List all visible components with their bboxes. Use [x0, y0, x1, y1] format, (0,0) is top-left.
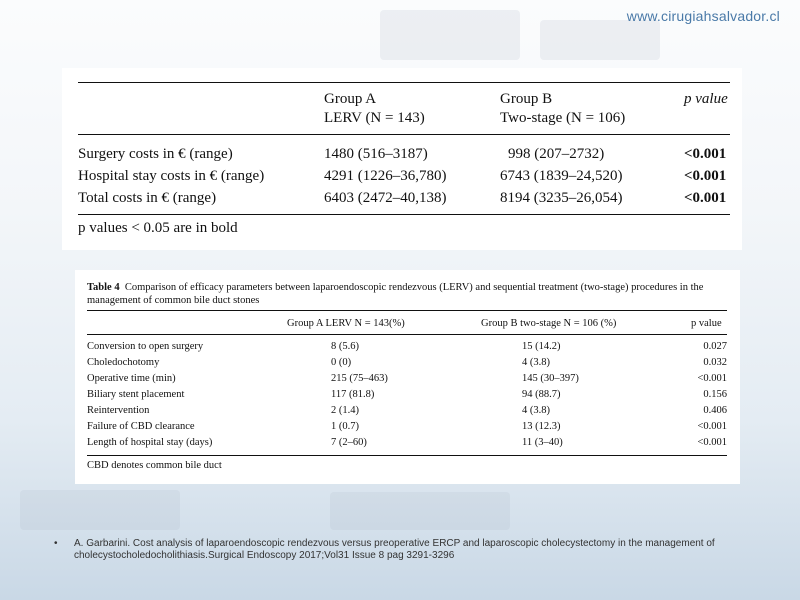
- group-b-value: 13 (12.3): [522, 421, 561, 432]
- bullet: •: [54, 538, 58, 549]
- row-label: Choledochotomy: [87, 357, 160, 368]
- header-group-a: [324, 90, 425, 128]
- header-group-a: Group A LERV N = 143(%): [287, 318, 405, 329]
- header-group-b: Group B two-stage N = 106 (%): [481, 318, 617, 329]
- table-bottom-rule: [78, 214, 730, 215]
- group-b-value: 998 (207–2732): [508, 146, 605, 162]
- row-label: Hospital stay costs in € (range): [78, 168, 265, 184]
- table-caption-text: Comparison of efficacy parameters between laparoendoscopic rendezvous (LERV) and sequential treatment (two-stage) procedures in the management of common bile duct stones: [87, 282, 704, 306]
- row-label: Conversion to open surgery: [87, 341, 204, 352]
- watermark-url: www.cirugiahsalvador.cl: [626, 8, 780, 24]
- table-row: [78, 190, 730, 212]
- table-caption: [87, 281, 727, 307]
- cost-table-panel: [62, 68, 742, 250]
- row-label: Biliary stent placement: [87, 389, 185, 400]
- header-group-b: [500, 90, 625, 128]
- table-row: [78, 168, 730, 190]
- p-value: 0.032: [703, 357, 727, 368]
- group-a-value: 1 (0.7): [331, 421, 359, 432]
- header-group-b-line1: Group B: [500, 91, 553, 107]
- table-row: [78, 146, 730, 168]
- row-label: Operative time (min): [87, 373, 176, 384]
- header-group-a-line2: LERV (N = 143): [324, 110, 425, 126]
- group-a-value: 7 (2–60): [331, 437, 367, 448]
- citation-text: A. Garbarini. Cost analysis of laparoendoscopic rendezvous versus preoperative ERCP and laparoscopic cholecystectomy in the management of cholecystocholedocholithiasis.Surgical Endoscopy 2017;Vol31 Issue 8 pag 3291-3296: [74, 538, 715, 561]
- group-a-value: 117 (81.8): [331, 389, 375, 400]
- header-group-b-line2: Two-stage (N = 106): [500, 110, 626, 126]
- group-a-value: 4291 (1226–36,780): [324, 168, 447, 184]
- background-decoration: [540, 20, 660, 60]
- background-decoration: [20, 490, 180, 530]
- row-label: Length of hospital stay (days): [87, 437, 213, 448]
- group-b-value: 8194 (3235–26,054): [500, 190, 623, 206]
- group-a-value: 8 (5.6): [331, 341, 359, 352]
- row-label: Failure of CBD clearance: [87, 421, 195, 432]
- p-value: <0.001: [697, 421, 727, 432]
- header-group-a-line1: Group A: [324, 91, 377, 107]
- group-b-value: 6743 (1839–24,520): [500, 168, 623, 184]
- table-top-rule: [78, 82, 730, 83]
- table-top-rule: [87, 310, 727, 311]
- p-value: <0.001: [697, 373, 727, 384]
- table-bottom-rule: [87, 455, 727, 456]
- table-footnote: p values < 0.05 are in bold: [78, 220, 238, 236]
- group-b-value: 4 (3.8): [522, 357, 550, 368]
- p-value: <0.001: [697, 437, 727, 448]
- group-a-value: 6403 (2472–40,138): [324, 190, 447, 206]
- group-a-value: 0 (0): [331, 357, 352, 368]
- table-footnote: CBD denotes common bile duct: [87, 460, 222, 471]
- table-header-rule: [78, 134, 730, 135]
- group-a-value: 2 (1.4): [331, 405, 359, 416]
- row-label: Surgery costs in € (range): [78, 146, 233, 162]
- group-b-value: 94 (88.7): [522, 389, 561, 400]
- row-label: Total costs in € (range): [78, 190, 217, 206]
- p-value: <0.001: [684, 146, 727, 162]
- group-b-value: 4 (3.8): [522, 405, 550, 416]
- p-value: 0.406: [703, 405, 727, 416]
- table-header-rule: [87, 334, 727, 335]
- p-value: 0.027: [703, 341, 727, 352]
- group-b-value: 145 (30–397): [522, 373, 579, 384]
- background-decoration: [330, 492, 510, 530]
- p-value: <0.001: [684, 168, 727, 184]
- p-value: <0.001: [684, 190, 727, 206]
- efficacy-table-panel: [75, 270, 740, 484]
- header-p-value: p value: [684, 91, 728, 107]
- background-decoration: [380, 10, 520, 60]
- p-value: 0.156: [703, 389, 727, 400]
- group-b-value: 11 (3–40): [522, 437, 563, 448]
- table-caption-label: Table 4: [87, 282, 120, 293]
- group-a-value: 215 (75–463): [331, 373, 388, 384]
- row-label: Reintervention: [87, 405, 150, 416]
- header-p-value: p value: [691, 318, 722, 329]
- group-a-value: 1480 (516–3187): [324, 146, 428, 162]
- group-b-value: 15 (14.2): [522, 341, 561, 352]
